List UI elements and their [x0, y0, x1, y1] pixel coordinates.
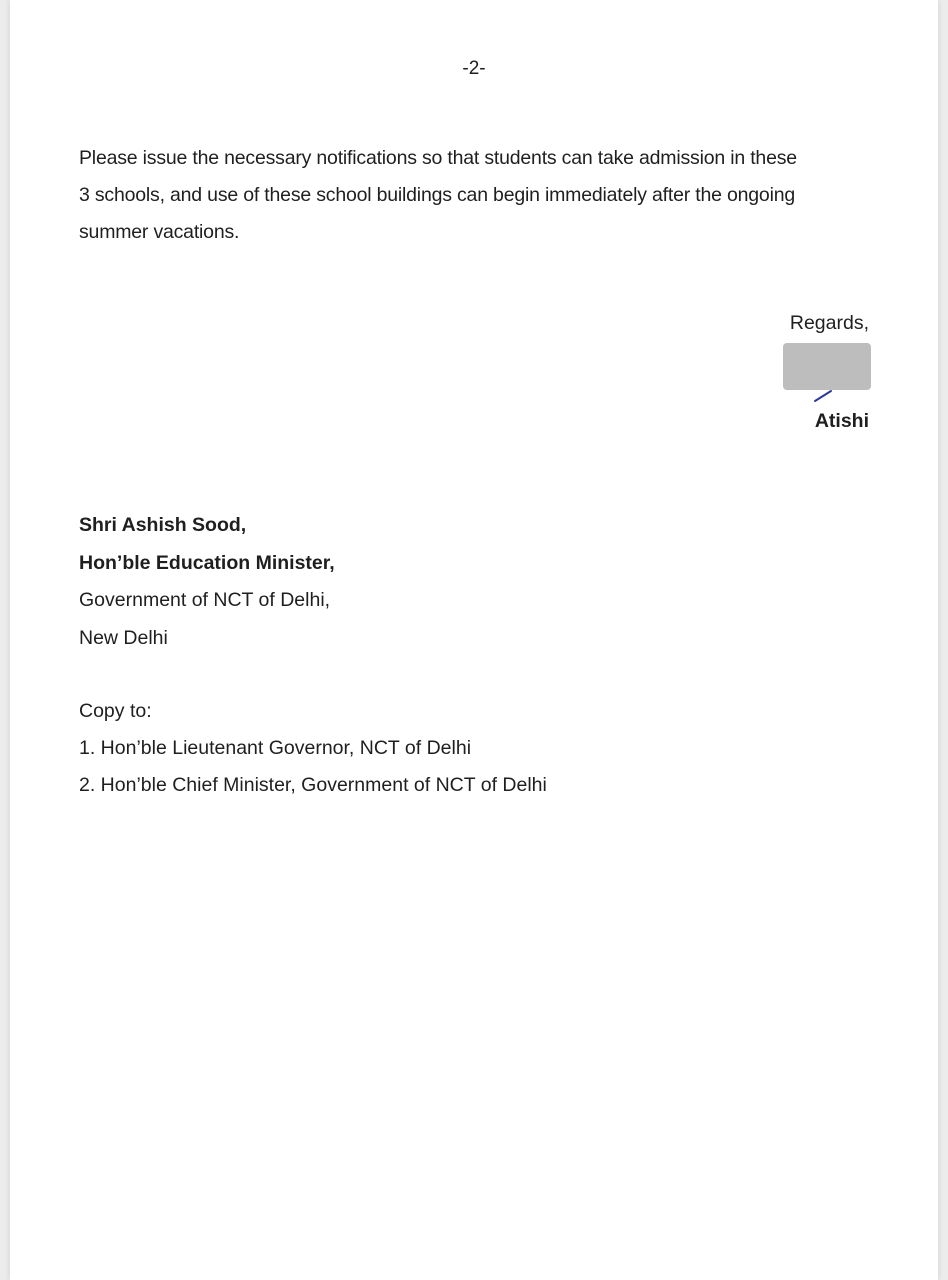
recipient-designation: Hon’ble Education Minister,: [79, 551, 335, 574]
body-line: 3 schools, and use of these school buildings can begin immediately after the ongoing: [79, 184, 796, 206]
signer-name: Atishi: [814, 410, 869, 432]
recipient-organization: Government of NCT of Delhi,: [79, 589, 331, 611]
copy-to-heading: Copy to:: [79, 700, 152, 722]
recipient-address: [79, 507, 335, 657]
copy-to-item: 1. Hon’ble Lieutenant Governor, NCT of Delhi: [79, 737, 472, 759]
copy-to-section: [79, 693, 547, 804]
recipient-city: New Delhi: [79, 626, 168, 649]
closing-salutation: Regards,: [789, 312, 869, 334]
copy-to-item: 2. Hon’ble Chief Minister, Government of NCT of Delhi: [79, 774, 547, 796]
recipient-name: Shri Ashish Sood,: [79, 514, 247, 536]
body-line: Please issue the necessary notifications so that students can take admission in these: [79, 147, 797, 169]
body-line: summer vacations.: [79, 221, 240, 243]
signature-stroke-icon: [813, 389, 833, 403]
signature-redaction: [783, 343, 871, 390]
page-number: -2-: [462, 58, 486, 79]
letter-page: [10, 0, 938, 1280]
signature-block: [783, 343, 871, 393]
body-paragraph: [79, 140, 879, 251]
